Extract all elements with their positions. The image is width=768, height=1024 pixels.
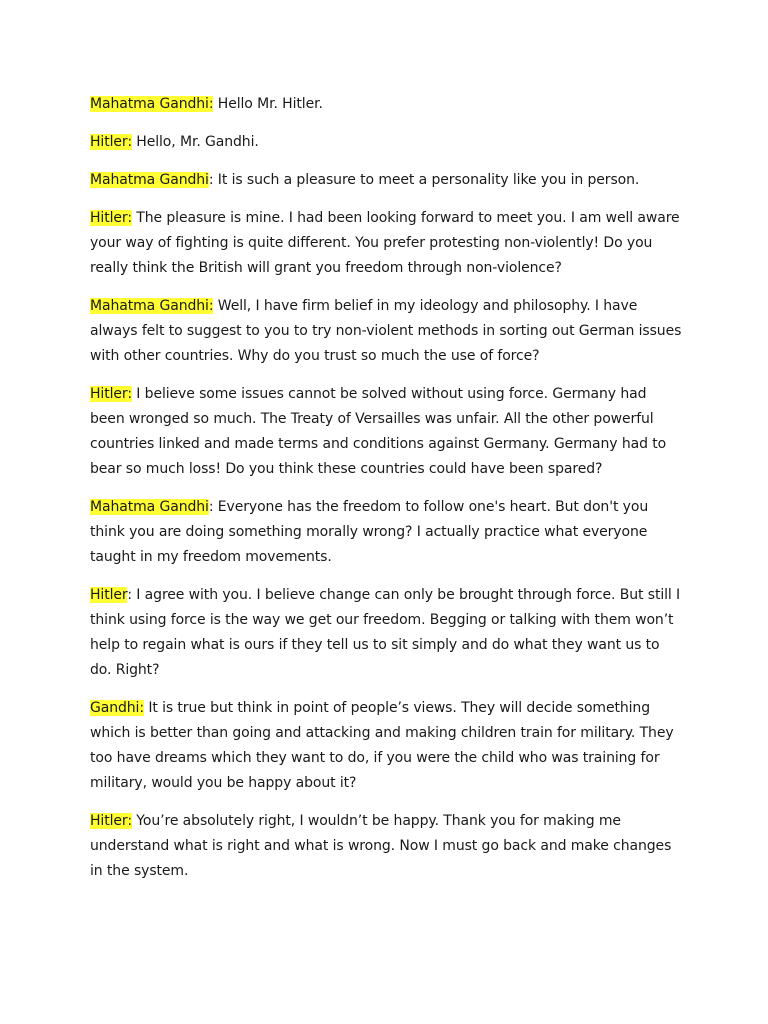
dialogue-text: It is true but think in point of people’s views. They will decide something which is better than going and attacking and making children train for military. They too have dreams which they want to do, if you were the child who was training for military, would you be happy about it? bbox=[90, 700, 674, 791]
dialogue-line-3 bbox=[90, 168, 684, 193]
dialogue-line-7 bbox=[90, 495, 684, 570]
dialogue-text: Hello Mr. Hitler. bbox=[213, 96, 323, 112]
speaker-label: Hitler: bbox=[90, 386, 132, 402]
dialogue-line-8 bbox=[90, 583, 684, 683]
dialogue-line-10 bbox=[90, 809, 684, 884]
speaker-label: Mahatma Gandhi: bbox=[90, 298, 214, 314]
speaker-label: Hitler: bbox=[90, 813, 132, 829]
dialogue-line-9 bbox=[90, 696, 684, 796]
dialogue-text: : It is such a pleasure to meet a personality like you in person. bbox=[208, 172, 640, 188]
dialogue-text: Hello, Mr. Gandhi. bbox=[131, 134, 259, 150]
dialogue-line-4 bbox=[90, 206, 684, 281]
speaker-label: Mahatma Gandhi: bbox=[90, 96, 214, 112]
dialogue-text: You’re absolutely right, I wouldn’t be happy. Thank you for making me understand what is right and what is wrong. Now I must go back and make changes in the system. bbox=[90, 813, 672, 879]
dialogue-text: The pleasure is mine. I had been looking forward to meet you. I am well aware your way of fighting is quite different. You prefer protesting non-violently! Do you really think the British will grant you freedom through non-violence? bbox=[90, 210, 680, 276]
speaker-label: Gandhi: bbox=[90, 700, 144, 716]
dialogue-line-1 bbox=[90, 92, 684, 117]
speaker-label: Hitler: bbox=[90, 134, 132, 150]
dialogue-text: : Everyone has the freedom to follow one's heart. But don't you think you are doing something morally wrong? I actually practice what everyone taught in my freedom movements. bbox=[90, 499, 649, 565]
speaker-label: Mahatma Gandhi bbox=[90, 172, 209, 188]
dialogue-text: Well, I have firm belief in my ideology and philosophy. I have always felt to suggest to you to try non-violent methods in sorting out German issues with other countries. Why do you trust so much the use of force? bbox=[90, 298, 682, 364]
speaker-label: Mahatma Gandhi bbox=[90, 499, 209, 515]
dialogue-text: : I agree with you. I believe change can only be brought through force. But still I think using force is the way we get our freedom. Begging or talking with them won’t help to regain what is ours if they tell us to sit simply and do what they want us to do. Right? bbox=[90, 587, 681, 678]
dialogue-line-5 bbox=[90, 294, 684, 369]
dialogue-text: I believe some issues cannot be solved without using force. Germany had been wronged so much. The Treaty of Versailles was unfair. All the other powerful countries linked and made terms and conditions against Germany. Germany had to bear so much loss! Do you think these countries could have been spared? bbox=[90, 386, 667, 477]
dialogue-line-2 bbox=[90, 130, 684, 155]
dialogue-line-6 bbox=[90, 382, 684, 482]
speaker-label: Hitler bbox=[90, 587, 128, 603]
speaker-label: Hitler: bbox=[90, 210, 132, 226]
